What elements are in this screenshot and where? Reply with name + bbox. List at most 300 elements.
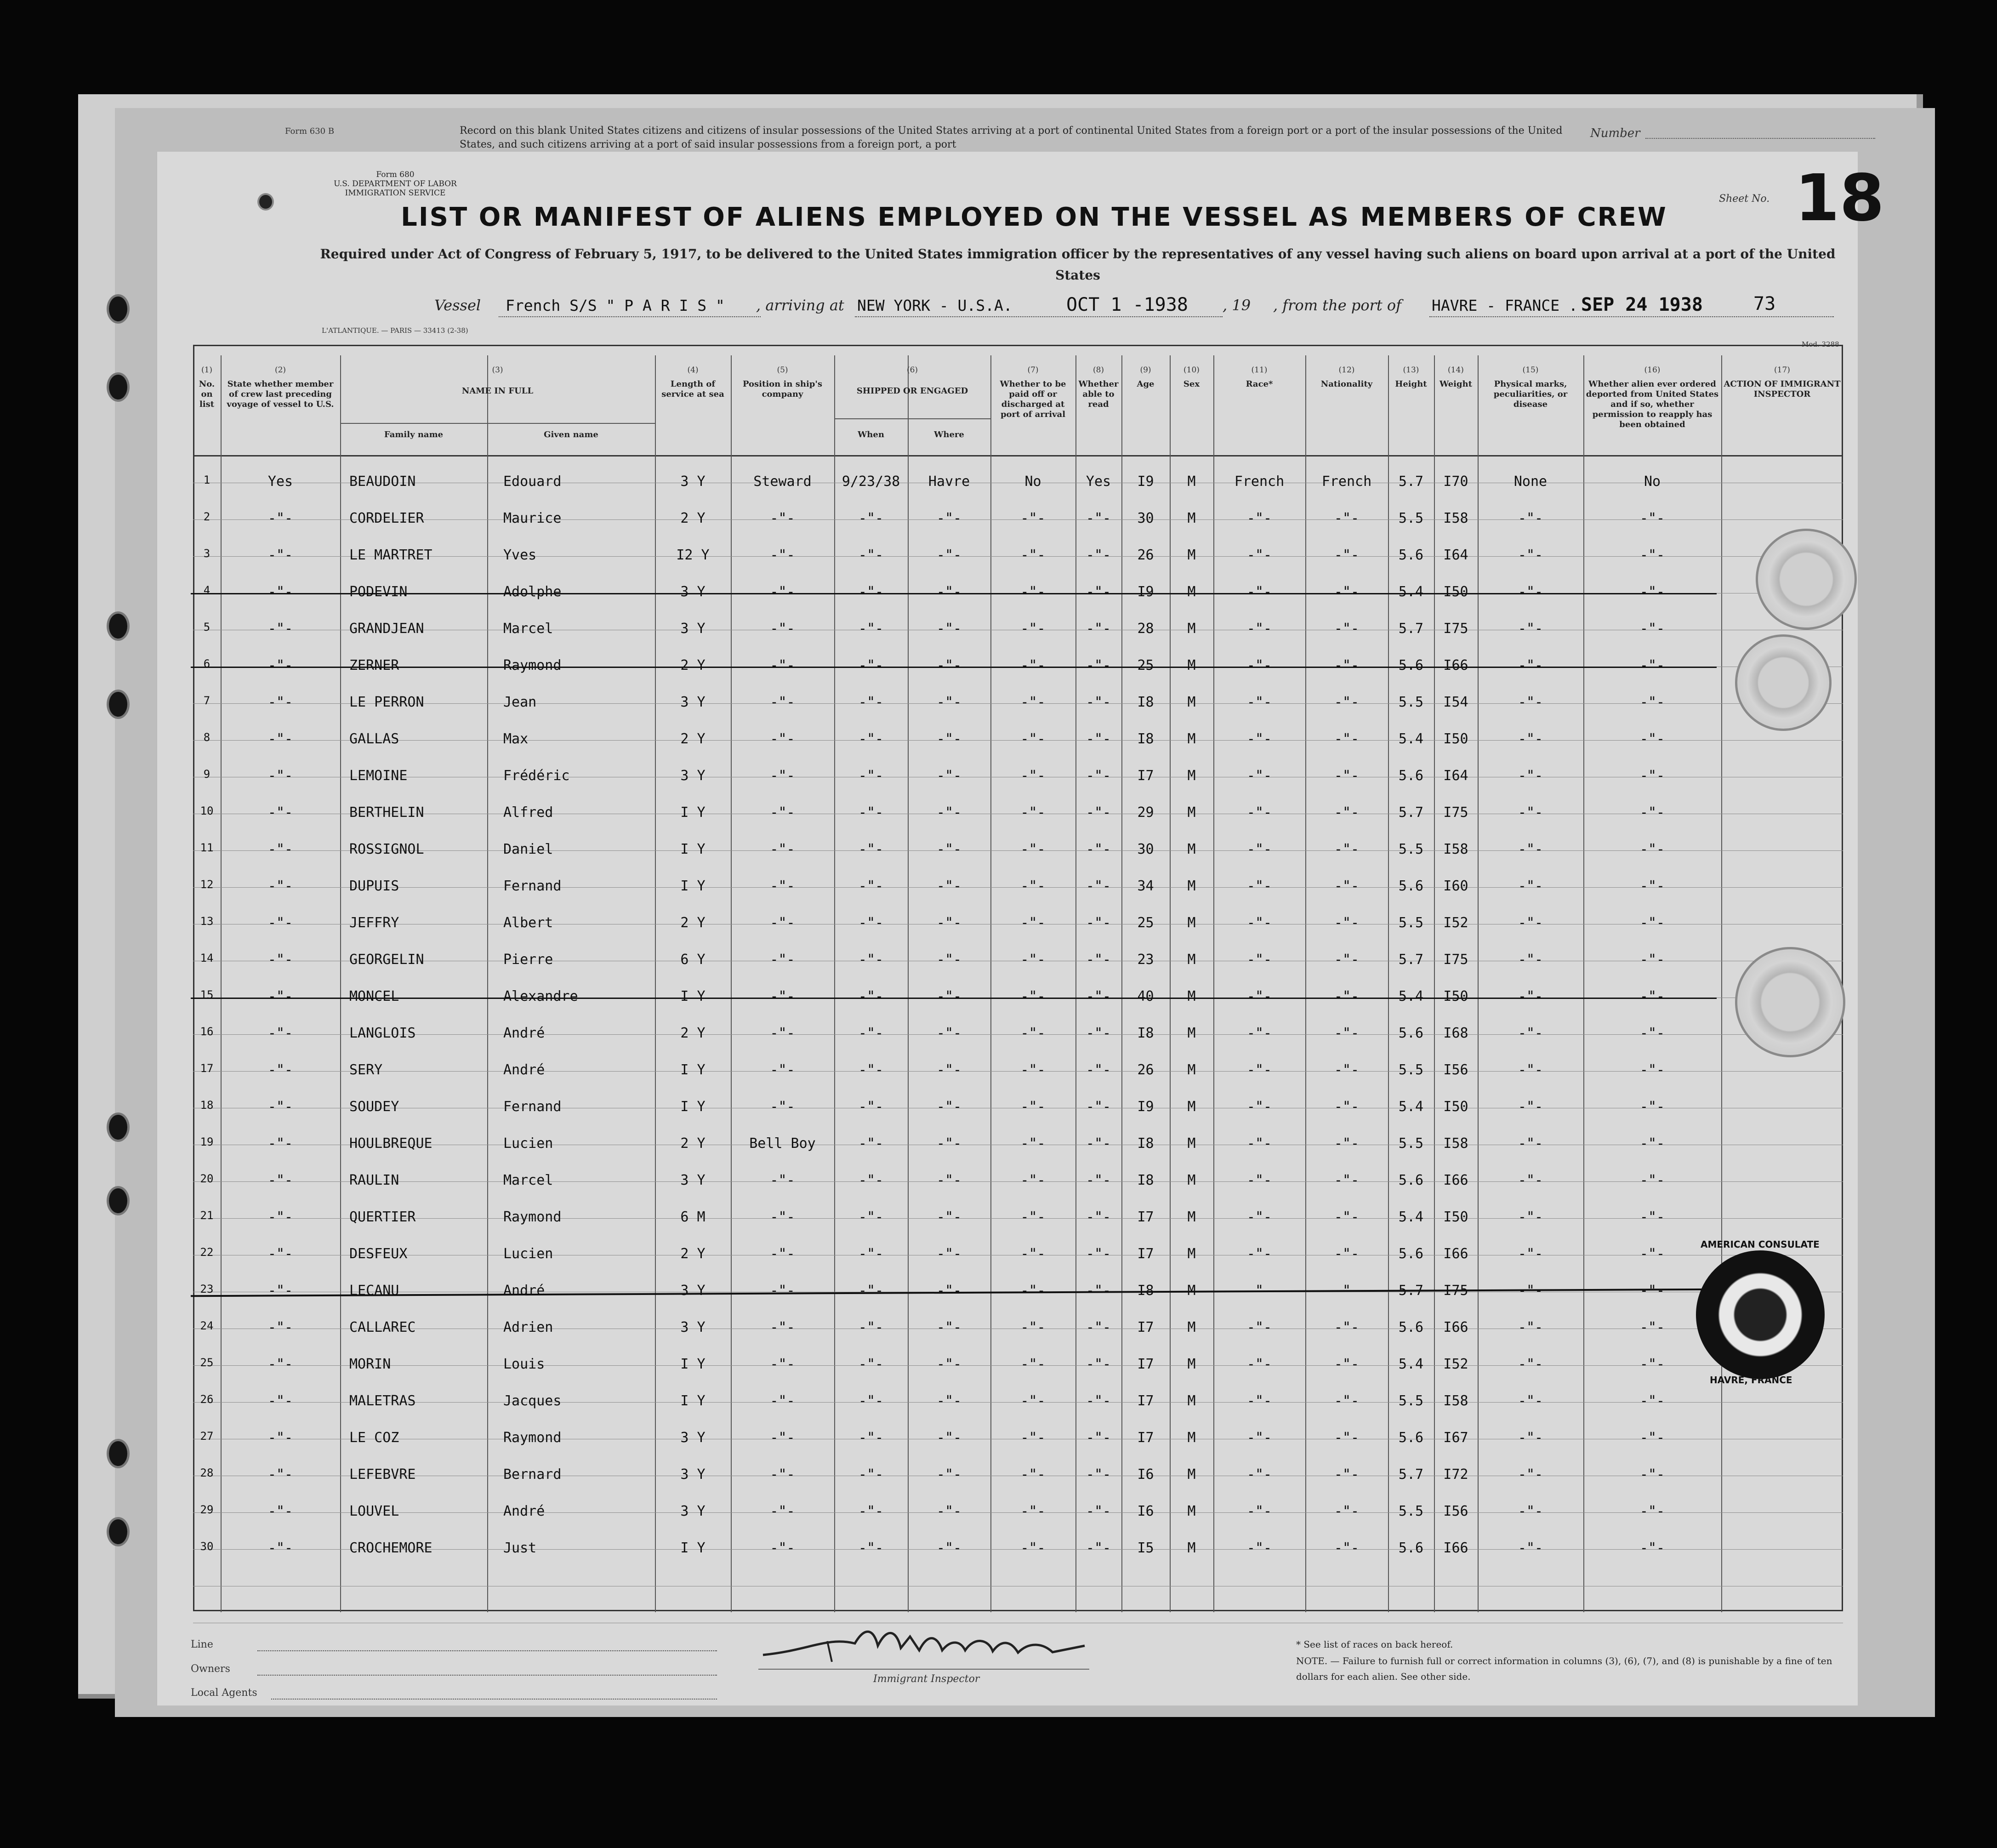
cell-weight: I60 bbox=[1443, 878, 1468, 894]
departure-port: HAVRE - FRANCE . bbox=[1432, 297, 1578, 314]
cell-weight: I70 bbox=[1443, 473, 1468, 490]
cell-position: Bell Boy bbox=[749, 1135, 816, 1152]
cell-given: Max bbox=[503, 731, 529, 747]
cell-sex: M bbox=[1187, 952, 1196, 968]
cell-where: -"- bbox=[936, 1466, 962, 1483]
cell-marks: -"- bbox=[1518, 988, 1543, 1004]
cell-given: Yves bbox=[503, 547, 537, 563]
cell-read: -"- bbox=[1086, 1172, 1111, 1188]
cell-marks: -"- bbox=[1518, 952, 1543, 968]
cell-family: PODEVIN bbox=[349, 584, 408, 600]
cell-marks: -"- bbox=[1518, 1540, 1543, 1556]
cell-when: 9/23/38 bbox=[842, 473, 900, 490]
cell-race: -"- bbox=[1246, 657, 1272, 673]
cell-paid: -"- bbox=[1020, 657, 1046, 673]
column-number: (16) bbox=[1644, 365, 1661, 375]
column-header: Whether alien ever ordered deported from United States and if so, whether permission to reapply has been obtained bbox=[1586, 379, 1719, 429]
cell-sex: M bbox=[1187, 1283, 1196, 1299]
cell-where: -"- bbox=[936, 768, 962, 784]
cell-race: -"- bbox=[1246, 1246, 1272, 1262]
cell-age: 40 bbox=[1137, 988, 1154, 1004]
department-name: U.S. DEPARTMENT OF LABOR bbox=[334, 179, 457, 188]
consulate-stamp bbox=[1735, 634, 1832, 731]
column-divider bbox=[1075, 355, 1076, 1612]
cell-height: 5.4 bbox=[1398, 1099, 1424, 1115]
cell-age: 28 bbox=[1137, 621, 1154, 637]
cell-marks: -"- bbox=[1518, 1062, 1543, 1078]
cell-prev: -"- bbox=[267, 1540, 293, 1556]
cell-age: I9 bbox=[1137, 473, 1154, 490]
cell-read: -"- bbox=[1086, 731, 1111, 747]
cell-where: -"- bbox=[936, 1356, 962, 1372]
cell-deported: -"- bbox=[1639, 804, 1665, 821]
cell-deported: -"- bbox=[1639, 841, 1665, 857]
cell-service: 3 Y bbox=[680, 694, 705, 710]
cell-deported: -"- bbox=[1639, 1393, 1665, 1409]
cell-height: 5.4 bbox=[1398, 1209, 1424, 1225]
name-subheader-rule bbox=[340, 423, 655, 424]
column-divider bbox=[1121, 355, 1122, 1612]
cell-given: Raymond bbox=[503, 1209, 562, 1225]
column-divider bbox=[1388, 355, 1389, 1612]
cell-age: I7 bbox=[1137, 1430, 1154, 1446]
cell-where: -"- bbox=[936, 1209, 962, 1225]
cell-when: -"- bbox=[858, 988, 884, 1004]
printer-mark: L'ATLANTIQUE. — PARIS — 33413 (2-38) bbox=[322, 326, 468, 335]
cell-read: -"- bbox=[1086, 841, 1111, 857]
cell-nat: -"- bbox=[1334, 731, 1360, 747]
cell-family: GALLAS bbox=[349, 731, 399, 747]
cell-prev: -"- bbox=[267, 694, 293, 710]
cell-paid: -"- bbox=[1020, 1099, 1046, 1115]
cell-service: I Y bbox=[680, 1099, 705, 1115]
cell-weight: I67 bbox=[1443, 1430, 1468, 1446]
cell-position: -"- bbox=[770, 731, 795, 747]
manifest-table bbox=[193, 345, 1843, 1611]
column-header: Whether to be paid off or discharged at port of arrival bbox=[1000, 379, 1066, 419]
cell-nat: -"- bbox=[1334, 878, 1360, 894]
cell-race: -"- bbox=[1246, 988, 1272, 1004]
cell-family: LANGLOIS bbox=[349, 1025, 416, 1041]
form-subtitle: Required under Act of Congress of February 5, 1917, to be delivered to the United States immigration officer by the representatives of any vessel having such aliens on board upon arrival at a port of the United States bbox=[320, 246, 1836, 283]
cell-deported: -"- bbox=[1639, 1356, 1665, 1372]
cell-paid: -"- bbox=[1020, 878, 1046, 894]
cell-height: 5.7 bbox=[1398, 804, 1424, 821]
cell-height: 5.7 bbox=[1398, 952, 1424, 968]
cell-prev: -"- bbox=[267, 547, 293, 563]
cell-where: -"- bbox=[936, 1393, 962, 1409]
cell-no: 6 bbox=[203, 657, 211, 670]
form-title: LIST OR MANIFEST OF ALIENS EMPLOYED ON THE VESSEL AS MEMBERS OF CREW bbox=[401, 202, 1667, 232]
cell-family: CALLAREC bbox=[349, 1319, 416, 1335]
cell-when: -"- bbox=[858, 547, 884, 563]
cell-race: -"- bbox=[1246, 804, 1272, 821]
column-number: (10) bbox=[1183, 365, 1200, 375]
cell-sex: M bbox=[1187, 1209, 1196, 1225]
cell-deported: -"- bbox=[1639, 731, 1665, 747]
mod-number: Mod. 3288 bbox=[1802, 340, 1839, 348]
cell-family: GRANDJEAN bbox=[349, 621, 424, 637]
cell-weight: I72 bbox=[1443, 1466, 1468, 1483]
cell-when: -"- bbox=[858, 510, 884, 526]
cell-prev: -"- bbox=[267, 1246, 293, 1262]
column-number: (6) bbox=[906, 365, 918, 375]
column-header: ACTION OF IMMIGRANT INSPECTOR bbox=[1724, 379, 1841, 399]
cell-read: -"- bbox=[1086, 1430, 1111, 1446]
cell-read: -"- bbox=[1086, 915, 1111, 931]
cell-sex: M bbox=[1187, 1246, 1196, 1262]
column-number: (3) bbox=[492, 365, 503, 375]
cell-race: -"- bbox=[1246, 768, 1272, 784]
cell-age: I9 bbox=[1137, 584, 1154, 600]
column-number: (15) bbox=[1522, 365, 1539, 375]
cell-given: Pierre bbox=[503, 952, 553, 968]
cell-weight: I50 bbox=[1443, 1209, 1468, 1225]
cell-sex: M bbox=[1187, 1540, 1196, 1556]
cell-age: I9 bbox=[1137, 1099, 1154, 1115]
cell-nat: -"- bbox=[1334, 1356, 1360, 1372]
cell-when: -"- bbox=[858, 1062, 884, 1078]
cell-nat: -"- bbox=[1334, 1503, 1360, 1519]
cell-when: -"- bbox=[858, 1135, 884, 1152]
cell-age: 30 bbox=[1137, 510, 1154, 526]
cell-race: -"- bbox=[1246, 952, 1272, 968]
cell-age: 29 bbox=[1137, 804, 1154, 821]
cell-age: I8 bbox=[1137, 1135, 1154, 1152]
cell-height: 5.7 bbox=[1398, 621, 1424, 637]
cell-race: -"- bbox=[1246, 1540, 1272, 1556]
cell-family: BEAUDOIN bbox=[349, 473, 416, 490]
cell-service: I Y bbox=[680, 841, 705, 857]
cell-where: -"- bbox=[936, 1062, 962, 1078]
cell-position: -"- bbox=[770, 547, 795, 563]
cell-prev: -"- bbox=[267, 1025, 293, 1041]
cell-service: 6 Y bbox=[680, 952, 705, 968]
cell-where: -"- bbox=[936, 1540, 962, 1556]
cell-family: LECANU bbox=[349, 1283, 399, 1299]
column-header: Whether able to read bbox=[1078, 379, 1119, 409]
cell-deported: -"- bbox=[1639, 988, 1665, 1004]
cell-weight: I75 bbox=[1443, 952, 1468, 968]
struck-through-line bbox=[191, 593, 1717, 594]
cell-given: Adrien bbox=[503, 1319, 553, 1335]
penalty-note: NOTE. — Failure to furnish full or correct information in columns (3), (6), (7), and (8) is punishable by a fine of ten dollars for each alien. See other side. bbox=[1296, 1655, 1832, 1682]
cell-family: CORDELIER bbox=[349, 510, 424, 526]
cell-where: -"- bbox=[936, 988, 962, 1004]
cell-paid: -"- bbox=[1020, 1356, 1046, 1372]
cell-race: -"- bbox=[1246, 878, 1272, 894]
cell-no: 12 bbox=[200, 878, 214, 891]
cell-service: 2 Y bbox=[680, 731, 705, 747]
cell-no: 25 bbox=[200, 1356, 214, 1369]
inspector-signature-line bbox=[758, 1669, 1089, 1670]
cell-race: -"- bbox=[1246, 1283, 1272, 1299]
cell-when: -"- bbox=[858, 1466, 884, 1483]
cell-sex: M bbox=[1187, 988, 1196, 1004]
cell-given: Just bbox=[503, 1540, 537, 1556]
cell-marks: -"- bbox=[1518, 510, 1543, 526]
column-subheader: When bbox=[858, 430, 884, 439]
cell-nat: -"- bbox=[1334, 1025, 1360, 1041]
inspector-signature bbox=[754, 1618, 1103, 1669]
cell-family: ZERNER bbox=[349, 657, 399, 673]
cell-when: -"- bbox=[858, 731, 884, 747]
cell-height: 5.6 bbox=[1398, 547, 1424, 563]
cell-where: -"- bbox=[936, 657, 962, 673]
cell-age: I6 bbox=[1137, 1466, 1154, 1483]
cell-family: LE MARTRET bbox=[349, 547, 432, 563]
cell-race: -"- bbox=[1246, 1503, 1272, 1519]
cell-prev: -"- bbox=[267, 878, 293, 894]
binder-hole bbox=[107, 690, 130, 719]
cell-height: 5.6 bbox=[1398, 657, 1424, 673]
cell-paid: -"- bbox=[1020, 1135, 1046, 1152]
cell-paid: -"- bbox=[1020, 841, 1046, 857]
cell-race: -"- bbox=[1246, 510, 1272, 526]
vessel-name: French S/S " P A R I S " bbox=[506, 297, 725, 314]
cell-weight: I50 bbox=[1443, 1099, 1468, 1115]
page-number: 73 bbox=[1753, 293, 1776, 314]
cell-where: -"- bbox=[936, 547, 962, 563]
cell-prev: -"- bbox=[267, 804, 293, 821]
cell-given: Edouard bbox=[503, 473, 562, 490]
cell-deported: -"- bbox=[1639, 768, 1665, 784]
cell-nat: -"- bbox=[1334, 915, 1360, 931]
cell-when: -"- bbox=[858, 1319, 884, 1335]
cell-given: Daniel bbox=[503, 841, 553, 857]
column-header: Height bbox=[1395, 379, 1427, 389]
cell-when: -"- bbox=[858, 1209, 884, 1225]
column-divider bbox=[1213, 355, 1214, 1612]
cell-deported: -"- bbox=[1639, 694, 1665, 710]
cell-marks: -"- bbox=[1518, 1430, 1543, 1446]
cell-marks: -"- bbox=[1518, 841, 1543, 857]
cell-read: -"- bbox=[1086, 510, 1111, 526]
cell-position: -"- bbox=[770, 1209, 795, 1225]
column-header: No. on list bbox=[199, 379, 215, 409]
binder-hole bbox=[107, 611, 130, 641]
cell-nat: -"- bbox=[1334, 1209, 1360, 1225]
cell-when: -"- bbox=[858, 1172, 884, 1188]
background-sheet-text: Record on this blank United States citizens and citizens of insular possessions of the United States arriving at a port of continental United States from a foreign port or a port of the insular possessions of the United States, and such citizens arriving at a port of said insular possessions from a foreign port, a port bbox=[460, 125, 1563, 150]
sheet-number: 18 bbox=[1795, 161, 1884, 236]
cell-position: -"- bbox=[770, 988, 795, 1004]
cell-where: -"- bbox=[936, 804, 962, 821]
immigrant-inspector-label: Immigrant Inspector bbox=[873, 1673, 980, 1685]
cell-position: -"- bbox=[770, 510, 795, 526]
column-divider bbox=[487, 355, 488, 1612]
cell-sex: M bbox=[1187, 1099, 1196, 1115]
cell-read: -"- bbox=[1086, 584, 1111, 600]
cell-nat: -"- bbox=[1334, 1430, 1360, 1446]
cell-read: -"- bbox=[1086, 657, 1111, 673]
cell-height: 5.5 bbox=[1398, 694, 1424, 710]
cell-race: -"- bbox=[1246, 1430, 1272, 1446]
cell-prev: -"- bbox=[267, 1356, 293, 1372]
cell-paid: -"- bbox=[1020, 510, 1046, 526]
cell-prev: -"- bbox=[267, 1319, 293, 1335]
cell-deported: -"- bbox=[1639, 1466, 1665, 1483]
cell-paid: -"- bbox=[1020, 1062, 1046, 1078]
cell-when: -"- bbox=[858, 1430, 884, 1446]
cell-marks: -"- bbox=[1518, 657, 1543, 673]
cell-paid: -"- bbox=[1020, 804, 1046, 821]
cell-when: -"- bbox=[858, 621, 884, 637]
cell-no: 9 bbox=[203, 768, 211, 781]
cell-given: Raymond bbox=[503, 657, 562, 673]
cell-height: 5.5 bbox=[1398, 1503, 1424, 1519]
cell-no: 7 bbox=[203, 694, 211, 707]
cell-sex: M bbox=[1187, 1135, 1196, 1152]
cell-marks: -"- bbox=[1518, 878, 1543, 894]
column-subheader: Where bbox=[934, 430, 964, 439]
cell-sex: M bbox=[1187, 768, 1196, 784]
cell-read: -"- bbox=[1086, 621, 1111, 637]
cell-prev: -"- bbox=[267, 1172, 293, 1188]
form-number: Form 680 bbox=[376, 170, 415, 179]
cell-no: 20 bbox=[200, 1172, 214, 1185]
cell-sex: M bbox=[1187, 1466, 1196, 1483]
cell-deported: -"- bbox=[1639, 657, 1665, 673]
cell-no: 22 bbox=[200, 1246, 214, 1259]
cell-prev: -"- bbox=[267, 1135, 293, 1152]
column-header: NAME IN FULL bbox=[461, 386, 534, 396]
column-header: Length of service at sea bbox=[661, 379, 724, 399]
cell-where: -"- bbox=[936, 510, 962, 526]
departure-date-stamp: SEP 24 1938 bbox=[1581, 294, 1703, 315]
cell-age: 25 bbox=[1137, 915, 1154, 931]
cell-weight: I75 bbox=[1443, 621, 1468, 637]
column-divider bbox=[340, 355, 341, 1612]
cell-given: Adolphe bbox=[503, 584, 562, 600]
cell-given: Albert bbox=[503, 915, 553, 931]
cell-height: 5.5 bbox=[1398, 1393, 1424, 1409]
cell-age: 26 bbox=[1137, 1062, 1154, 1078]
cell-position: -"- bbox=[770, 1062, 795, 1078]
cell-nat: -"- bbox=[1334, 1099, 1360, 1115]
cell-read: -"- bbox=[1086, 1099, 1111, 1115]
cell-paid: -"- bbox=[1020, 1172, 1046, 1188]
cell-marks: -"- bbox=[1518, 915, 1543, 931]
cell-marks: -"- bbox=[1518, 621, 1543, 637]
cell-position: -"- bbox=[770, 1540, 795, 1556]
cell-where: -"- bbox=[936, 1319, 962, 1335]
punch-hole bbox=[257, 193, 274, 211]
cell-paid: -"- bbox=[1020, 1319, 1046, 1335]
cell-no: 16 bbox=[200, 1025, 214, 1038]
cell-where: -"- bbox=[936, 952, 962, 968]
cell-sex: M bbox=[1187, 1430, 1196, 1446]
cell-where: -"- bbox=[936, 1025, 962, 1041]
cell-when: -"- bbox=[858, 584, 884, 600]
cell-paid: -"- bbox=[1020, 1466, 1046, 1483]
cell-race: -"- bbox=[1246, 1393, 1272, 1409]
cell-position: -"- bbox=[770, 952, 795, 968]
cell-nat: -"- bbox=[1334, 621, 1360, 637]
cell-position: -"- bbox=[770, 804, 795, 821]
cell-sex: M bbox=[1187, 657, 1196, 673]
column-header: Physical marks, peculiarities, or disease bbox=[1493, 379, 1568, 409]
cell-given: Alfred bbox=[503, 804, 553, 821]
cell-where: -"- bbox=[936, 731, 962, 747]
cell-age: I6 bbox=[1137, 1503, 1154, 1519]
cell-sex: M bbox=[1187, 1025, 1196, 1041]
cell-position: -"- bbox=[770, 1356, 795, 1372]
cell-deported: -"- bbox=[1639, 1503, 1665, 1519]
cell-service: 3 Y bbox=[680, 584, 705, 600]
cell-read: -"- bbox=[1086, 1025, 1111, 1041]
cell-when: -"- bbox=[858, 1283, 884, 1299]
cell-given: Marcel bbox=[503, 621, 553, 637]
cell-service: 3 Y bbox=[680, 1466, 705, 1483]
cell-family: ROSSIGNOL bbox=[349, 841, 424, 857]
cell-read: -"- bbox=[1086, 1356, 1111, 1372]
cell-nat: -"- bbox=[1334, 1319, 1360, 1335]
cell-given: André bbox=[503, 1283, 545, 1299]
cell-marks: -"- bbox=[1518, 1356, 1543, 1372]
cell-height: 5.6 bbox=[1398, 1319, 1424, 1335]
column-number: (11) bbox=[1251, 365, 1268, 375]
cell-read: -"- bbox=[1086, 1283, 1111, 1299]
cell-height: 5.7 bbox=[1398, 1283, 1424, 1299]
binder-hole bbox=[107, 1112, 130, 1142]
cell-marks: -"- bbox=[1518, 1209, 1543, 1225]
cell-marks: -"- bbox=[1518, 1025, 1543, 1041]
cell-position: -"- bbox=[770, 1283, 795, 1299]
cell-position: -"- bbox=[770, 584, 795, 600]
cell-prev: -"- bbox=[267, 621, 293, 637]
cell-where: -"- bbox=[936, 878, 962, 894]
cell-weight: I56 bbox=[1443, 1062, 1468, 1078]
cell-prev: -"- bbox=[267, 657, 293, 673]
line-field bbox=[257, 1650, 717, 1651]
cell-when: -"- bbox=[858, 841, 884, 857]
cell-given: Lucien bbox=[503, 1246, 553, 1262]
column-header: Position in ship's company bbox=[742, 379, 823, 399]
column-header: Weight bbox=[1439, 379, 1473, 389]
column-header: Sex bbox=[1183, 379, 1200, 389]
cell-service: I Y bbox=[680, 988, 705, 1004]
cell-weight: I58 bbox=[1443, 841, 1468, 857]
cell-service: I Y bbox=[680, 1393, 705, 1409]
cell-service: 2 Y bbox=[680, 1135, 705, 1152]
cell-no: 14 bbox=[200, 952, 214, 964]
cell-marks: -"- bbox=[1518, 547, 1543, 563]
vessel-label: Vessel bbox=[434, 297, 481, 314]
cell-no: 4 bbox=[203, 584, 211, 597]
cell-marks: -"- bbox=[1518, 804, 1543, 821]
column-number: (2) bbox=[274, 365, 286, 375]
cell-no: 23 bbox=[200, 1283, 214, 1295]
cell-no: 30 bbox=[200, 1540, 214, 1553]
cell-height: 5.6 bbox=[1398, 1025, 1424, 1041]
arrival-underline bbox=[855, 316, 1223, 317]
cell-paid: -"- bbox=[1020, 621, 1046, 637]
cell-height: 5.6 bbox=[1398, 768, 1424, 784]
cell-read: -"- bbox=[1086, 1540, 1111, 1556]
cell-given: Maurice bbox=[503, 510, 562, 526]
cell-given: Jacques bbox=[503, 1393, 562, 1409]
departure-underline bbox=[1429, 316, 1834, 317]
cell-marks: -"- bbox=[1518, 1466, 1543, 1483]
column-divider bbox=[655, 355, 656, 1612]
cell-height: 5.4 bbox=[1398, 1356, 1424, 1372]
cell-race: -"- bbox=[1246, 1025, 1272, 1041]
cell-age: 26 bbox=[1137, 547, 1154, 563]
cell-family: MALETRAS bbox=[349, 1393, 416, 1409]
american-consulate-seal bbox=[1696, 1250, 1825, 1379]
column-number: (7) bbox=[1027, 365, 1039, 375]
